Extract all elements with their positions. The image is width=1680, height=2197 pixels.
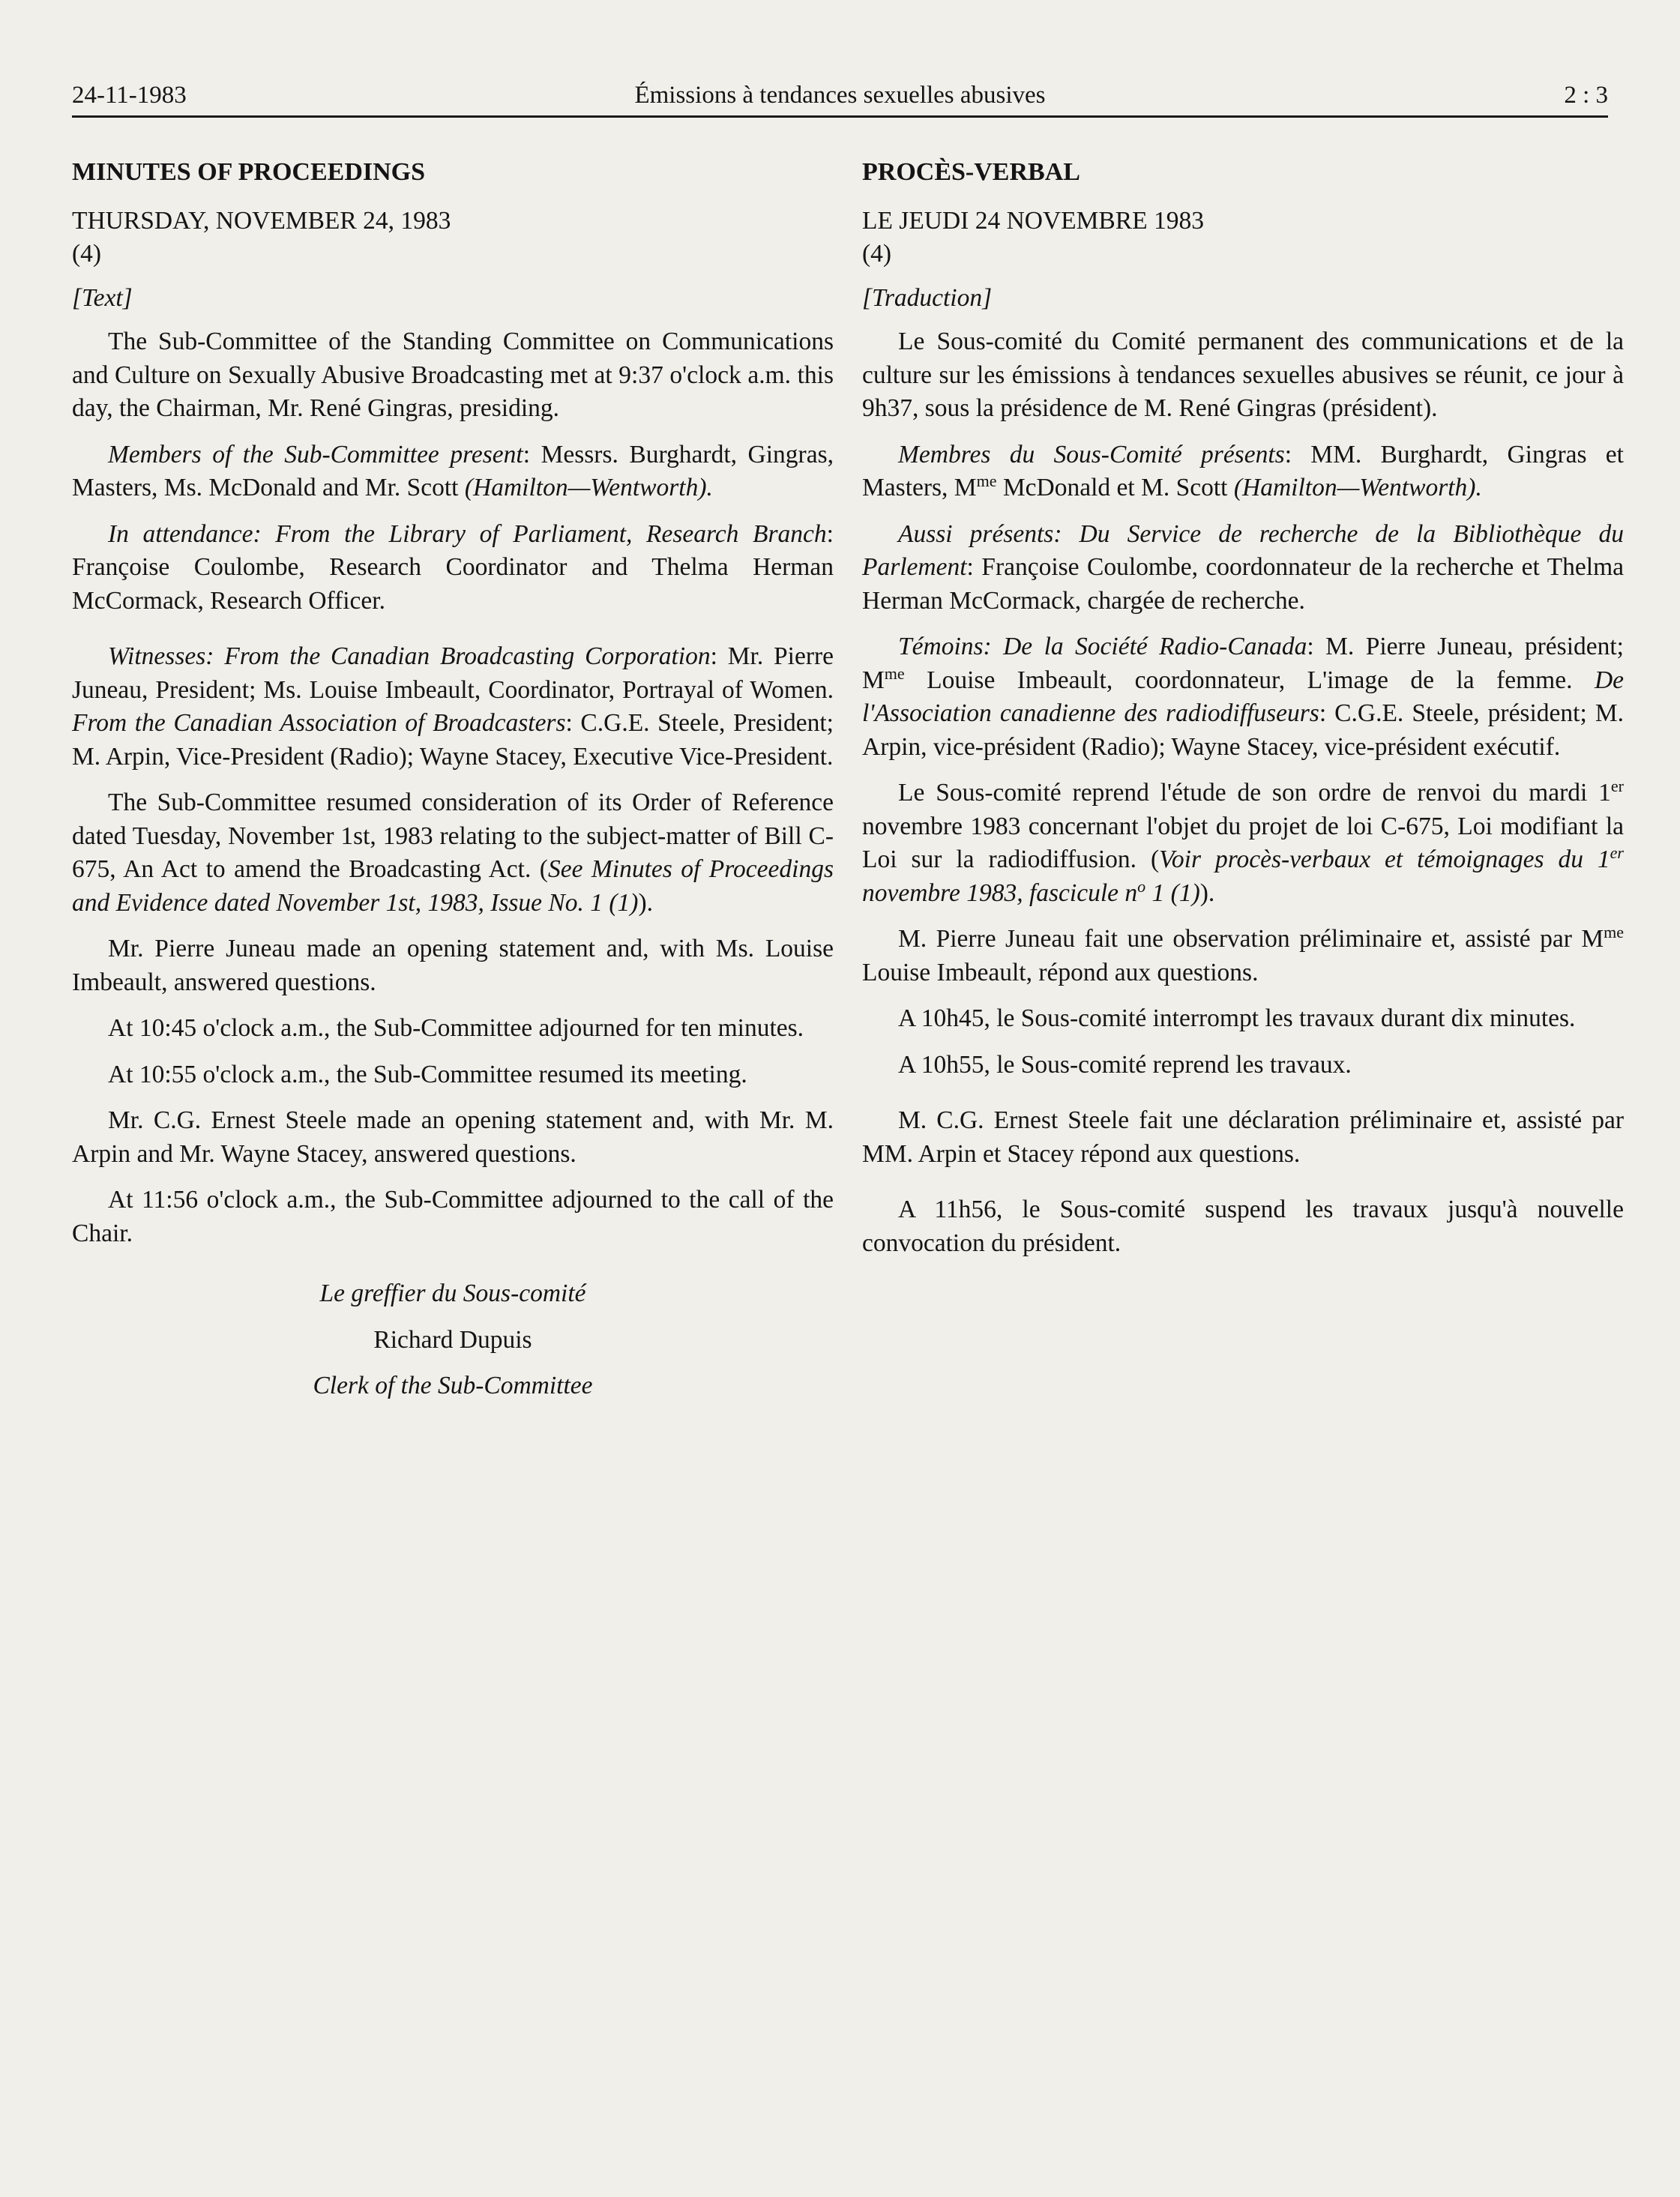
meeting-number: (4): [72, 240, 102, 268]
order-fr-ref-a: Voir procès-verbaux et témoignages du 1: [1159, 846, 1610, 873]
resumption: At 10:55 o'clock a.m., the Sub-Committee resumed its meeting.: [108, 1060, 747, 1088]
juneau-fr-sup: me: [1604, 922, 1624, 941]
witnesses-from-acr: De l'Association canadienne des radiodiffuseurs: [862, 666, 1624, 727]
order-fr-b: novembre 1983 concernant l'objet du projet de loi C-675, Loi modifiant la Loi sur la radiodiffusion. (: [862, 812, 1624, 873]
in-attendance-fr: [862, 518, 1624, 618]
order-of-reference: [72, 786, 834, 920]
clerk-title-english: [72, 1369, 834, 1403]
witnesses-fr: [862, 630, 1624, 764]
meeting-number-fr: (4): [862, 240, 892, 268]
order-text: The Sub-Committee resumed consideration of its Order of Reference dated Tuesday, November 1st, 1983 relating to the subject-matter of Bill C-675, An Act to amend the Broadcasting Act. (: [72, 789, 834, 883]
clerk-title-english-text: Clerk of the Sub-Committee: [313, 1372, 593, 1399]
adjournment-1-fr: A 10h45, le Sous-comité interrompt les travaux durant dix minutes.: [898, 1004, 1576, 1032]
witnesses-src-text-a: : M. Pierre Juneau, président; M: [862, 633, 1624, 694]
meeting-date: THURSDAY, NOVEMBER 24, 1983: [72, 206, 451, 235]
clerk-title-french-text: Le greffier du Sous-comité: [319, 1280, 586, 1307]
header-date: 24-11-1983: [72, 82, 187, 109]
meeting-date-fr: LE JEUDI 24 NOVEMBRE 1983: [862, 206, 1204, 235]
juneau-fr-b: Louise Imbeault, répond aux questions.: [862, 958, 1259, 986]
header-title: Émissions à tendances sexuelles abusives: [634, 82, 1046, 109]
opening-paragraph: The Sub-Committee of the Standing Committee on Communications and Culture on Sexually Abusive Broadcasting met at 9:37 o'clock a.m. this day, the Chairman, Mr. René Gingras, presiding.: [72, 328, 834, 422]
order-fr-ref-sup: er: [1610, 843, 1624, 862]
english-column: [72, 156, 834, 1416]
in-attendance: [72, 518, 834, 618]
witnesses-acr-text: : C.G.E. Steele, président; M. Arpin, vice-président (Radio); Wayne Stacey, vice-président exécutif.: [862, 699, 1624, 761]
clerk-name: Richard Dupuis: [373, 1325, 532, 1354]
members-text-fr-b: McDonald et M. Scott: [996, 474, 1234, 501]
order-fr-ref-b: novembre 1983, fascicule n: [862, 879, 1138, 907]
witnesses-from-cbc: : From the Canadian Broadcasting Corporation: [205, 642, 711, 670]
witnesses: [72, 640, 834, 774]
order-fr-a: Le Sous-comité reprend l'étude de son ordre de renvoi du mardi 1: [898, 779, 1611, 807]
members-text: : Messrs. Burghardt, Gingras, Masters, Ms. McDonald and Mr. Scott: [72, 440, 834, 501]
witnesses-cbc-text: : Mr. Pierre Juneau, President; Ms. Louise Imbeault, Coordinator, Portrayal of Women.: [72, 642, 834, 704]
attendance-from: : From the Library of Parliament, Research Branch: [253, 519, 827, 548]
attendance-label-fr: Aussi présents: [898, 519, 1054, 548]
members-sup-fr: me: [976, 471, 997, 490]
juneau-fr-a: M. Pierre Juneau fait une observation préliminaire et, assisté par M: [898, 925, 1604, 953]
attendance-text: : Françoise Coulombe, Research Coordinator and Thelma Herman McCormack, Research Officer.: [72, 519, 834, 615]
witnesses-sup: me: [884, 663, 905, 683]
members-riding: (Hamilton—Wentworth).: [464, 474, 713, 501]
steele-statement-fr: M. C.G. Ernest Steele fait une déclaration préliminaire et, assisté par MM. Arpin et Stacey répond aux questions.: [862, 1106, 1624, 1168]
members-present-fr: [862, 439, 1624, 505]
order-end: ).: [638, 888, 653, 917]
order-of-reference-fr: [862, 777, 1624, 910]
text-tag: [Text]: [72, 283, 133, 312]
steele-statement: Mr. C.G. Ernest Steele made an opening statement and, with Mr. M. Arpin and Mr. Wayne Stacey, answered questions.: [72, 1106, 834, 1168]
header-page-number: 2 : 3: [1564, 82, 1608, 109]
adjournment-1: At 10:45 o'clock a.m., the Sub-Committee adjourned for ten minutes.: [108, 1014, 804, 1042]
attendance-label: In attendance: [108, 519, 253, 548]
witnesses-cab-text: : C.G.E. Steele, President; M. Arpin, Vice-President (Radio); Wayne Stacey, Executive Vice-President.: [72, 709, 834, 771]
witnesses-label-fr: Témoins: [898, 633, 984, 660]
attendance-text-fr: : Françoise Coulombe, coordonnateur de la recherche et Thelma Herman McCormack, chargée de recherche.: [862, 553, 1624, 615]
adjournment-2: At 11:56 o'clock a.m., the Sub-Committee adjourned to the call of the Chair.: [72, 1186, 834, 1247]
attendance-from-fr: : Du Service de recherche de la Bibliothèque du Parlement: [862, 519, 1625, 581]
juneau-statement: Mr. Pierre Juneau made an opening statement and, with Ms. Louise Imbeault, answered questions.: [72, 935, 834, 996]
juneau-statement-fr: [862, 923, 1624, 989]
order-reference: See Minutes of Proceedings and Evidence dated November 1st, 1983, Issue No. 1 (1): [72, 855, 834, 917]
order-fr-ref-sup2: o: [1137, 876, 1146, 896]
witnesses-from-cab: From the Canadian Association of Broadcasters: [72, 709, 566, 737]
members-riding-fr: (Hamilton—Wentworth).: [1233, 474, 1482, 501]
french-column: [862, 156, 1624, 1273]
clerk-title-french: [72, 1277, 834, 1311]
proces-verbal-heading: PROCÈS-VERBAL: [862, 158, 1080, 186]
order-fr-end: ).: [1199, 879, 1215, 907]
opening-paragraph-fr: Le Sous-comité du Comité permanent des communications et de la culture sur les émissions à tendances sexuelles abusives se réunit, ce jour à 9h37, sous la présidence de M. René Gingras (président).: [862, 328, 1624, 422]
order-fr-sup: er: [1610, 776, 1624, 795]
page-header: [72, 78, 1608, 118]
translation-tag: [Traduction]: [862, 283, 993, 312]
members-label-fr: Membres du Sous-Comité présents: [898, 440, 1285, 468]
minutes-heading: MINUTES OF PROCEEDINGS: [72, 158, 426, 186]
members-text-fr-a: : MM. Burghardt, Gingras et Masters, M: [862, 440, 1624, 501]
members-present: [72, 439, 834, 505]
witnesses-src-text-b: Louise Imbeault, coordonnateur, L'image de la femme.: [904, 666, 1595, 694]
order-fr-ref-c: 1 (1): [1145, 879, 1200, 907]
members-label: Members of the Sub-Committee present: [108, 440, 523, 468]
witnesses-from-src: : De la Société Radio-Canada: [983, 633, 1307, 660]
adjournment-2-fr: A 11h56, le Sous-comité suspend les travaux jusqu'à nouvelle convocation du président.: [862, 1196, 1624, 1257]
witnesses-label: Witnesses: [108, 642, 206, 670]
resumption-fr: A 10h55, le Sous-comité reprend les travaux.: [898, 1050, 1352, 1079]
